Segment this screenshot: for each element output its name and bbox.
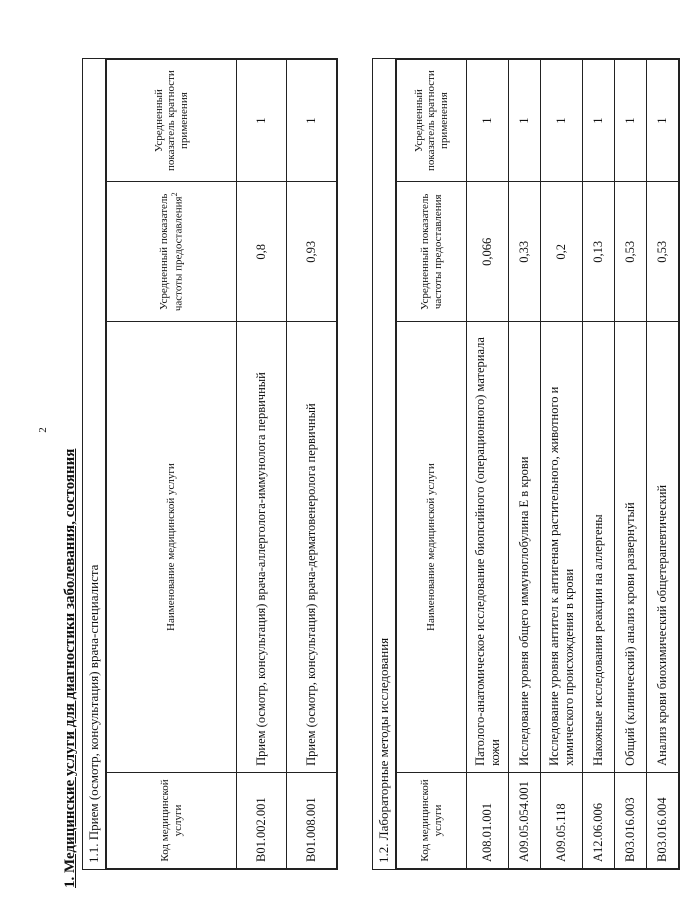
rotated-content [60,56,669,888]
table-row [541,60,583,869]
row-freq: 0,33 [509,182,541,322]
table-row [237,60,287,869]
row-freq: 0,8 [237,182,287,322]
row-mult: 1 [509,60,541,182]
row-code: A09.05.118 [541,772,583,868]
block-lab-methods [372,58,680,870]
block1-title: 1.1. Прием (осмотр, консультация) врача-специалиста [83,59,106,869]
row-freq: 0,53 [615,182,647,322]
specialist-table [106,59,337,869]
row-code: A08.01.001 [467,772,509,868]
row-freq: 0,13 [583,182,615,322]
row-code: B03.016.004 [647,772,679,868]
table-row [583,60,615,869]
row-name: Патолого-анатомическое исследование биопсийного (операционного) материала кожи [467,322,509,773]
header-code: Код медицинской услуги [107,772,237,868]
row-name: Исследование уровня антител к антигенам растительного, животного и химического происхождения в крови [541,322,583,773]
row-code: B03.016.003 [615,772,647,868]
block2-title: 1.2. Лабораторные методы исследования [373,59,396,869]
row-name: Исследование уровня общего иммуноглобулина E в крови [509,322,541,773]
row-mult: 1 [541,60,583,182]
header-code: Код медицинской услуги [397,772,467,868]
row-mult: 1 [287,60,337,182]
row-name: Прием (осмотр, консультация) врача-дерматовенеролога первичный [287,322,337,773]
table-row [287,60,337,869]
row-freq: 0,066 [467,182,509,322]
row-name: Прием (осмотр, консультация) врача-аллерголога-иммунолога первичный [237,322,287,773]
row-freq: 0,2 [541,182,583,322]
header-freq: Усредненный показатель частоты предоставления [397,182,467,322]
header-mult: Усредненный показатель кратности применения [397,60,467,182]
table-row [615,60,647,869]
row-mult: 1 [647,60,679,182]
header-name: Наименование медицинской услуги [397,322,467,773]
table-row [467,60,509,869]
page-number: 2 [36,427,49,433]
row-freq: 0,53 [647,182,679,322]
row-mult: 1 [467,60,509,182]
header-freq: Усредненный показатель частоты предоставления$^2$ [107,182,237,322]
header-name: Наименование медицинской услуги [107,322,237,773]
row-freq: 0,93 [287,182,337,322]
header-mult: Усредненный показатель кратности применения [107,60,237,182]
section-title: 1. Медицинские услуги для диагностики заболевания, состояния [62,448,78,888]
row-code: A12.06.006 [583,772,615,868]
lab-table [396,59,679,869]
table-row [509,60,541,869]
table-row [647,60,679,869]
row-name: Анализ крови биохимический общетерапевтический [647,322,679,773]
row-code: A09.05.054.001 [509,772,541,868]
row-mult: 1 [583,60,615,182]
row-mult: 1 [615,60,647,182]
row-name: Накожные исследования реакции на аллергены [583,322,615,773]
block-specialist-visits [82,58,338,870]
row-code: B01.002.001 [237,772,287,868]
row-mult: 1 [237,60,287,182]
row-name: Общий (клинический) анализ крови развернутый [615,322,647,773]
row-code: B01.008.001 [287,772,337,868]
